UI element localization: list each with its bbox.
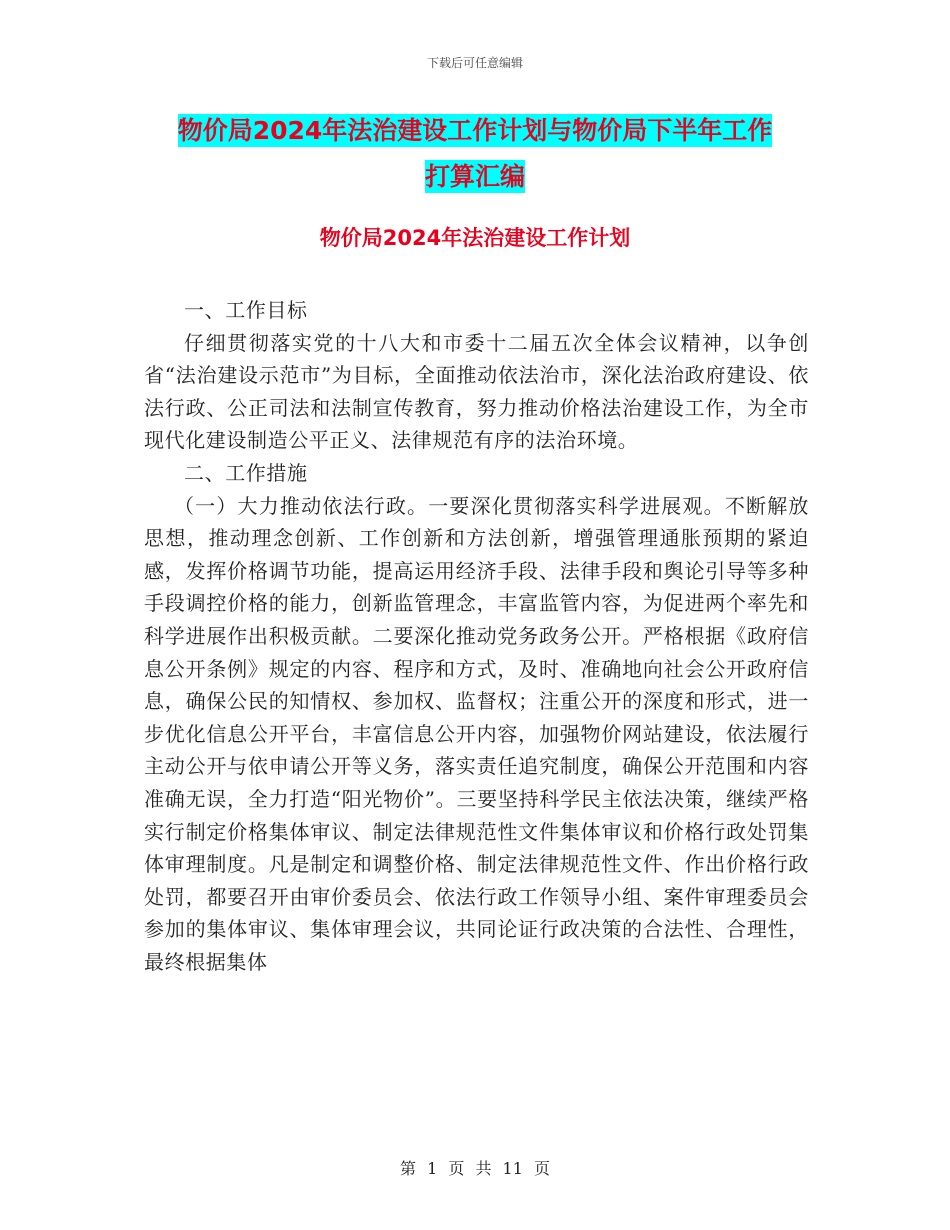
section-title: 物价局2024年法治建设工作计划 [319, 226, 631, 250]
heading-work-measures: 二、工作措施 [184, 460, 308, 485]
document-title-line-2: 打算汇编 [424, 162, 525, 191]
paragraph-goals: 仔细贯彻落实党的十八大和市委十二届五次全体会议精神，以争创省“法治建设示范市”为目标，全面推动依法治市，深化法治政府建设、依法行政、公正司法和法制宣传教育，努力推动价格法治建设工作，为全市现代化建设制造公平正义、法律规范有序的法治环境。 [144, 330, 809, 453]
document-body [144, 294, 809, 978]
heading-work-goals: 一、工作目标 [184, 298, 308, 322]
document-title [140, 108, 810, 200]
paragraph-measures: （一）大力推动依法行政。一要深化贯彻落实科学进展观。不断解放思想，推动理念创新、工作创新和方法创新，增强管理通胀预期的紧迫感，发挥价格调节功能，提高运用经济手段、法律手段和舆论引导等多种手段调控价格的能力，创新监管理念，丰富监管内容，为促进两个率先和科学进展作出积极贡献。二要深化推动党务政务公开。严格根据《政府信息公开条例》规定的内容、程序和方式，及时、准确地向社会公开政府信息，确保公民的知情权、参加权、监督权；注重公开的深度和形式，进一步优化信息公开平台，丰富信息公开内容，加强物价网站建设，依法履行主动公开与依申请公开等义务，落实责任追究制度，确保公开范围和内容准确无误，全力打造“阳光物价”。三要坚持科学民主依法决策，继续严格实行制定价格集体审议、制定法律规范性文件集体审议和价格行政处罚集体审理制度。凡是制定和调整价格、制定法律规范性文件、作出价格行政处罚，都要召开由审价委员会、依法行政工作领导小组、案件审理委员会参加的集体审议、集体审理会议，共同论证行政决策的合法性、合理性，最终根据集体 [144, 493, 809, 974]
header-note: 下载后可任意编辑 [426, 56, 523, 70]
page-footer: 第 1 页 共 11 页 [400, 1159, 550, 1178]
document-title-line-1: 物价局2024年法治建设工作计划与物价局下半年工作 [177, 116, 773, 145]
